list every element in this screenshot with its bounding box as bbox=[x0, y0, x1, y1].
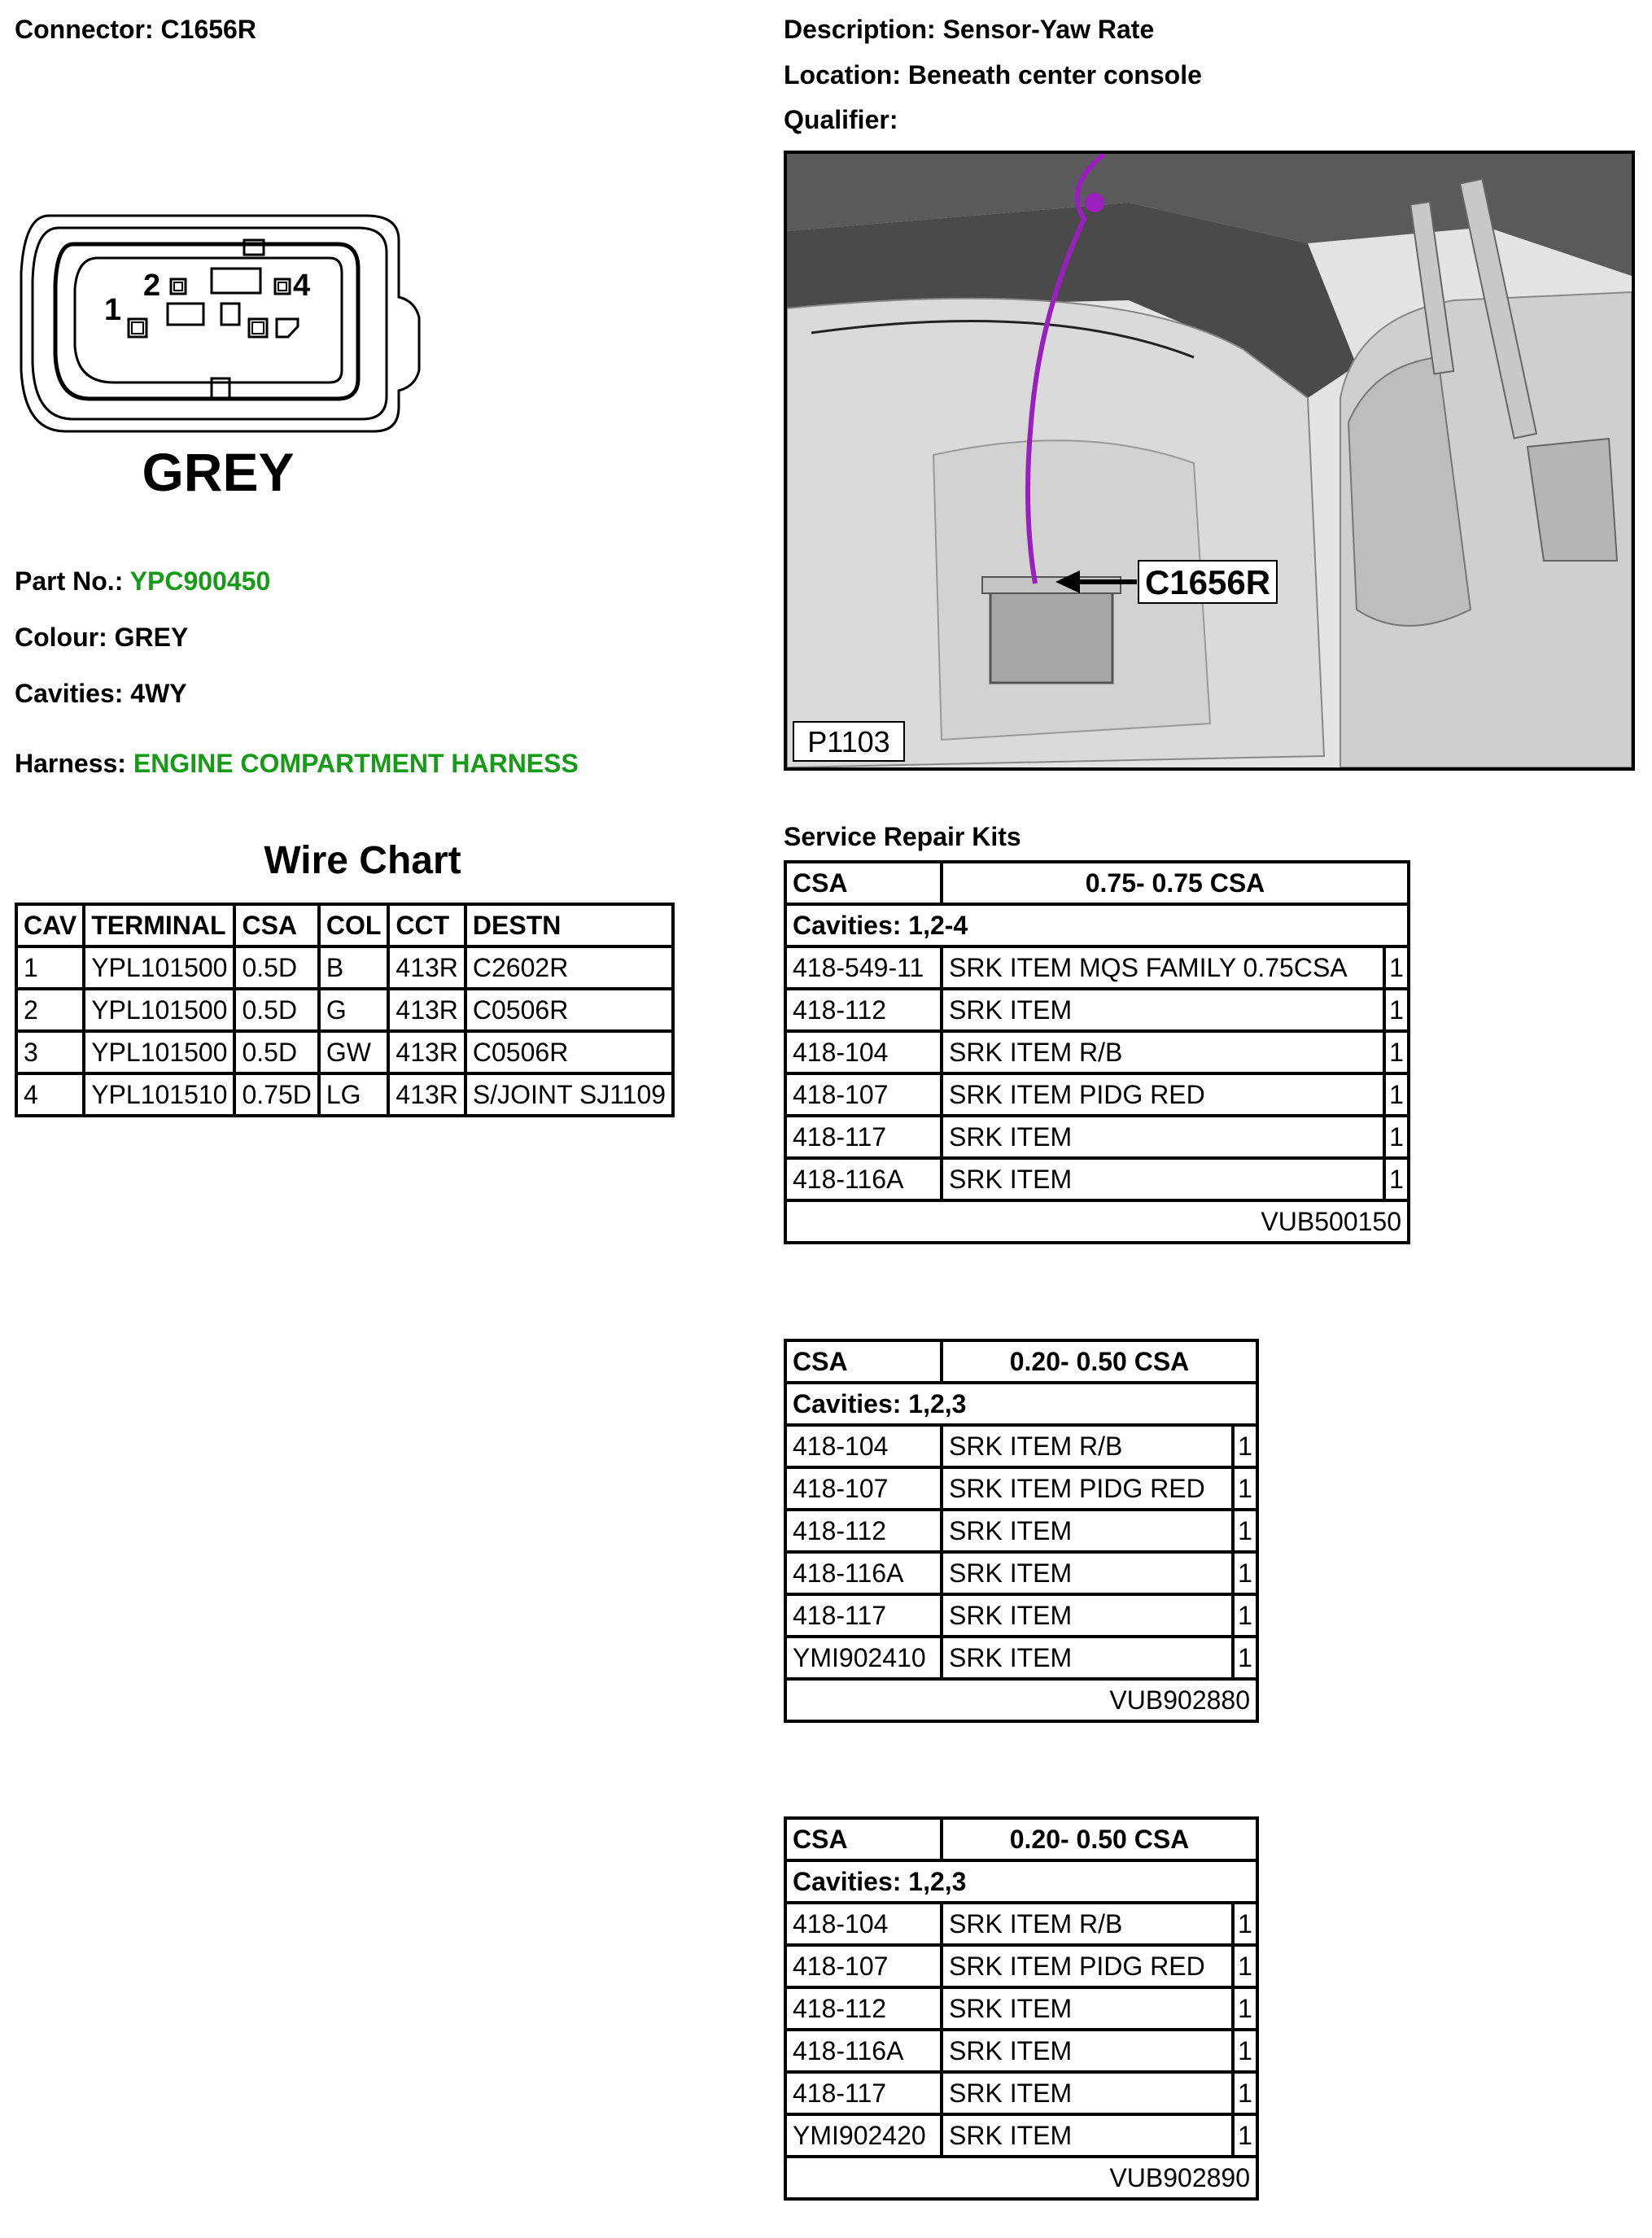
table-row bbox=[785, 1425, 1257, 1467]
qualifier-line bbox=[784, 103, 898, 136]
part-label: Part No.: bbox=[15, 566, 124, 596]
table-row bbox=[785, 1987, 1257, 2030]
cell-csa: 0.5D bbox=[234, 946, 318, 989]
cell-destn: C0506R bbox=[465, 1031, 673, 1073]
kit-item-part: YMI902420 bbox=[785, 2114, 942, 2157]
cell-csa: 0.5D bbox=[234, 1031, 318, 1073]
connector-heading bbox=[15, 13, 256, 46]
table-row bbox=[16, 989, 673, 1031]
kit-item-part: 418-112 bbox=[785, 1510, 942, 1552]
service-kits-title: Service Repair Kits bbox=[784, 822, 1021, 851]
kit-item-desc: SRK ITEM bbox=[942, 2072, 1233, 2114]
kit-number: VUB902890 bbox=[785, 2157, 1257, 2199]
kit-item-qty: 1 bbox=[1233, 1510, 1257, 1552]
kit-item-desc: SRK ITEM R/B bbox=[942, 1425, 1233, 1467]
kit-item-part: 418-116A bbox=[785, 1158, 942, 1200]
kit-header-row bbox=[785, 1340, 1257, 1383]
table-row bbox=[785, 946, 1409, 989]
table-row bbox=[785, 2072, 1257, 2114]
kit-number-row bbox=[785, 1200, 1409, 1243]
kit-table bbox=[784, 1339, 1259, 1723]
kit-item-qty: 1 bbox=[1233, 2114, 1257, 2157]
kit-item-qty: 1 bbox=[1233, 2072, 1257, 2114]
kit-item-part: 418-117 bbox=[785, 1594, 942, 1637]
kit-item-desc: SRK ITEM PIDG RED bbox=[942, 1073, 1384, 1116]
wire-chart-table bbox=[15, 903, 675, 1117]
service-kit-1 bbox=[784, 860, 1410, 1244]
kit-item-desc: SRK ITEM bbox=[942, 1116, 1384, 1158]
colour-value: GREY bbox=[114, 623, 189, 652]
cell-terminal: YPL101500 bbox=[84, 1031, 234, 1073]
kit-item-qty: 1 bbox=[1233, 1467, 1257, 1510]
cell-cav: 3 bbox=[16, 1031, 84, 1073]
connector-colour-text: GREY bbox=[142, 442, 295, 500]
cell-cav: 1 bbox=[16, 946, 84, 989]
header-terminal: TERMINAL bbox=[84, 904, 234, 946]
kit-csa-value: 0.20- 0.50 CSA bbox=[942, 1340, 1257, 1383]
description-line bbox=[784, 13, 1154, 46]
cell-col: G bbox=[319, 989, 389, 1031]
wire-chart-header-row bbox=[16, 904, 673, 946]
service-kit-3 bbox=[784, 1816, 1259, 2201]
kit-item-part: 418-116A bbox=[785, 1552, 942, 1594]
kit-item-qty: 1 bbox=[1233, 1945, 1257, 1987]
kit-cavities: Cavities: 1,2,3 bbox=[785, 1860, 1257, 1903]
table-row bbox=[785, 1467, 1257, 1510]
kit-item-qty: 1 bbox=[1384, 1116, 1409, 1158]
kit-item-desc: SRK ITEM MQS FAMILY 0.75CSA bbox=[942, 946, 1384, 989]
wire-chart bbox=[15, 903, 675, 1117]
kit-item-qty: 1 bbox=[1384, 946, 1409, 989]
cell-destn: S/JOINT SJ1109 bbox=[465, 1073, 673, 1116]
photo-figure-id: P1103 bbox=[807, 725, 890, 758]
cell-csa: 0.5D bbox=[234, 989, 318, 1031]
kit-cavities: Cavities: 1,2,3 bbox=[785, 1383, 1257, 1425]
kit-csa-value: 0.20- 0.50 CSA bbox=[942, 1818, 1257, 1860]
header-col: COL bbox=[319, 904, 389, 946]
kit-item-qty: 1 bbox=[1233, 1637, 1257, 1679]
table-row bbox=[785, 2030, 1257, 2072]
kit-cavities-row bbox=[785, 1383, 1257, 1425]
header-csa: CSA bbox=[234, 904, 318, 946]
kit-csa-value: 0.75- 0.75 CSA bbox=[942, 862, 1409, 904]
table-row bbox=[785, 1945, 1257, 1987]
kit-item-desc: SRK ITEM bbox=[942, 1987, 1233, 2030]
location-line bbox=[784, 59, 1202, 91]
cell-terminal: YPL101500 bbox=[84, 989, 234, 1031]
kit-csa-label: CSA bbox=[785, 1340, 942, 1383]
table-row bbox=[785, 1073, 1409, 1116]
pin-4-label: 4 bbox=[293, 269, 311, 303]
table-row bbox=[16, 1031, 673, 1073]
kit-number-row bbox=[785, 2157, 1257, 2199]
location-illustration bbox=[787, 154, 1632, 767]
kit-item-part: 418-116A bbox=[785, 2030, 942, 2072]
table-row bbox=[785, 1637, 1257, 1679]
kit-item-part: 418-104 bbox=[785, 1903, 942, 1945]
kit-cavities-row bbox=[785, 904, 1409, 946]
header-cav: CAV bbox=[16, 904, 84, 946]
cell-col: GW bbox=[319, 1031, 389, 1073]
kit-item-part: 418-107 bbox=[785, 1073, 942, 1116]
colour-label: Colour: bbox=[15, 623, 107, 652]
table-row bbox=[785, 1031, 1409, 1073]
table-row bbox=[785, 1552, 1257, 1594]
cell-cav: 2 bbox=[16, 989, 84, 1031]
cell-destn: C2602R bbox=[465, 946, 673, 989]
kit-item-desc: SRK ITEM bbox=[942, 1552, 1233, 1594]
part-number-line bbox=[15, 565, 270, 597]
kit-table bbox=[784, 1816, 1259, 2201]
kit-item-part: 418-117 bbox=[785, 2072, 942, 2114]
cell-cct: 413R bbox=[388, 989, 465, 1031]
harness-line bbox=[15, 747, 579, 780]
photo-callout-label: C1656R bbox=[1144, 563, 1271, 601]
connector-label: Connector: bbox=[15, 15, 154, 44]
table-row bbox=[785, 989, 1409, 1031]
table-row bbox=[785, 1158, 1409, 1200]
kit-header-row bbox=[785, 1818, 1257, 1860]
header-cct: CCT bbox=[388, 904, 465, 946]
table-row bbox=[16, 1073, 673, 1116]
kit-item-part: 418-117 bbox=[785, 1116, 942, 1158]
kit-item-qty: 1 bbox=[1233, 1594, 1257, 1637]
kit-item-desc: SRK ITEM bbox=[942, 1594, 1233, 1637]
table-row bbox=[785, 1116, 1409, 1158]
kit-item-desc: SRK ITEM bbox=[942, 2030, 1233, 2072]
table-row bbox=[785, 1510, 1257, 1552]
table-row bbox=[785, 2114, 1257, 2157]
connector-value: C1656R bbox=[160, 15, 256, 44]
kit-item-desc: SRK ITEM bbox=[942, 1510, 1233, 1552]
kit-item-desc: SRK ITEM PIDG RED bbox=[942, 1945, 1233, 1987]
kit-item-part: 418-104 bbox=[785, 1425, 942, 1467]
kit-table bbox=[784, 860, 1410, 1244]
pin-1-label: 1 bbox=[104, 293, 122, 327]
kit-item-part: YMI902410 bbox=[785, 1637, 942, 1679]
kit-item-qty: 1 bbox=[1233, 1552, 1257, 1594]
kit-number: VUB500150 bbox=[785, 1200, 1409, 1243]
kit-item-part: 418-549-11 bbox=[785, 946, 942, 989]
table-row bbox=[16, 946, 673, 989]
kit-item-desc: SRK ITEM bbox=[942, 1637, 1233, 1679]
qualifier-label: Qualifier: bbox=[784, 105, 898, 134]
cavities-value: 4WY bbox=[130, 679, 187, 708]
cell-cct: 413R bbox=[388, 946, 465, 989]
kit-item-qty: 1 bbox=[1384, 989, 1409, 1031]
cell-csa: 0.75D bbox=[234, 1073, 318, 1116]
connector-outline-icon bbox=[16, 208, 423, 500]
kit-cavities: Cavities: 1,2-4 bbox=[785, 904, 1409, 946]
cell-destn: C0506R bbox=[465, 989, 673, 1031]
cell-col: B bbox=[319, 946, 389, 989]
part-value: YPC900450 bbox=[129, 566, 271, 596]
kit-item-desc: SRK ITEM R/B bbox=[942, 1031, 1384, 1073]
kit-item-desc: SRK ITEM R/B bbox=[942, 1903, 1233, 1945]
kit-item-part: 418-112 bbox=[785, 1987, 942, 2030]
kit-cavities-row bbox=[785, 1860, 1257, 1903]
cell-cct: 413R bbox=[388, 1031, 465, 1073]
description-value: Sensor-Yaw Rate bbox=[942, 15, 1155, 44]
wire-chart-title: Wire Chart bbox=[264, 839, 461, 882]
cell-cav: 4 bbox=[16, 1073, 84, 1116]
table-row bbox=[785, 1594, 1257, 1637]
kit-item-qty: 1 bbox=[1233, 1903, 1257, 1945]
harness-value: ENGINE COMPARTMENT HARNESS bbox=[133, 749, 579, 778]
cavities-line bbox=[15, 677, 187, 710]
kit-item-part: 418-107 bbox=[785, 1467, 942, 1510]
pin-2-label: 2 bbox=[143, 269, 161, 303]
kit-item-qty: 1 bbox=[1384, 1031, 1409, 1073]
kit-item-desc: SRK ITEM PIDG RED bbox=[942, 1467, 1233, 1510]
header-destn: DESTN bbox=[465, 904, 673, 946]
kit-item-desc: SRK ITEM bbox=[942, 2114, 1233, 2157]
location-value: Beneath center console bbox=[907, 60, 1202, 90]
kit-item-part: 418-104 bbox=[785, 1031, 942, 1073]
kit-csa-label: CSA bbox=[785, 1818, 942, 1860]
service-kit-2 bbox=[784, 1339, 1259, 1723]
cell-terminal: YPL101510 bbox=[84, 1073, 234, 1116]
description-label: Description: bbox=[784, 15, 936, 44]
cell-terminal: YPL101500 bbox=[84, 946, 234, 989]
kit-item-qty: 1 bbox=[1384, 1158, 1409, 1200]
kit-item-qty: 1 bbox=[1233, 1425, 1257, 1467]
cavities-label: Cavities: bbox=[15, 679, 124, 708]
kit-item-qty: 1 bbox=[1233, 1987, 1257, 2030]
location-photo bbox=[784, 151, 1635, 771]
kit-item-desc: SRK ITEM bbox=[942, 1158, 1384, 1200]
connector-face-diagram bbox=[16, 208, 423, 500]
location-label: Location: bbox=[784, 60, 901, 90]
kit-number: VUB902880 bbox=[785, 1679, 1257, 1721]
kit-item-desc: SRK ITEM bbox=[942, 989, 1384, 1031]
kit-item-part: 418-107 bbox=[785, 1945, 942, 1987]
kit-header-row bbox=[785, 862, 1409, 904]
table-row bbox=[785, 1903, 1257, 1945]
kit-item-qty: 1 bbox=[1384, 1073, 1409, 1116]
kit-item-qty: 1 bbox=[1233, 2030, 1257, 2072]
kit-number-row bbox=[785, 1679, 1257, 1721]
harness-label: Harness: bbox=[15, 749, 126, 778]
kit-csa-label: CSA bbox=[785, 862, 942, 904]
cell-cct: 413R bbox=[388, 1073, 465, 1116]
colour-line bbox=[15, 621, 188, 653]
cell-col: LG bbox=[319, 1073, 389, 1116]
kit-item-part: 418-112 bbox=[785, 989, 942, 1031]
